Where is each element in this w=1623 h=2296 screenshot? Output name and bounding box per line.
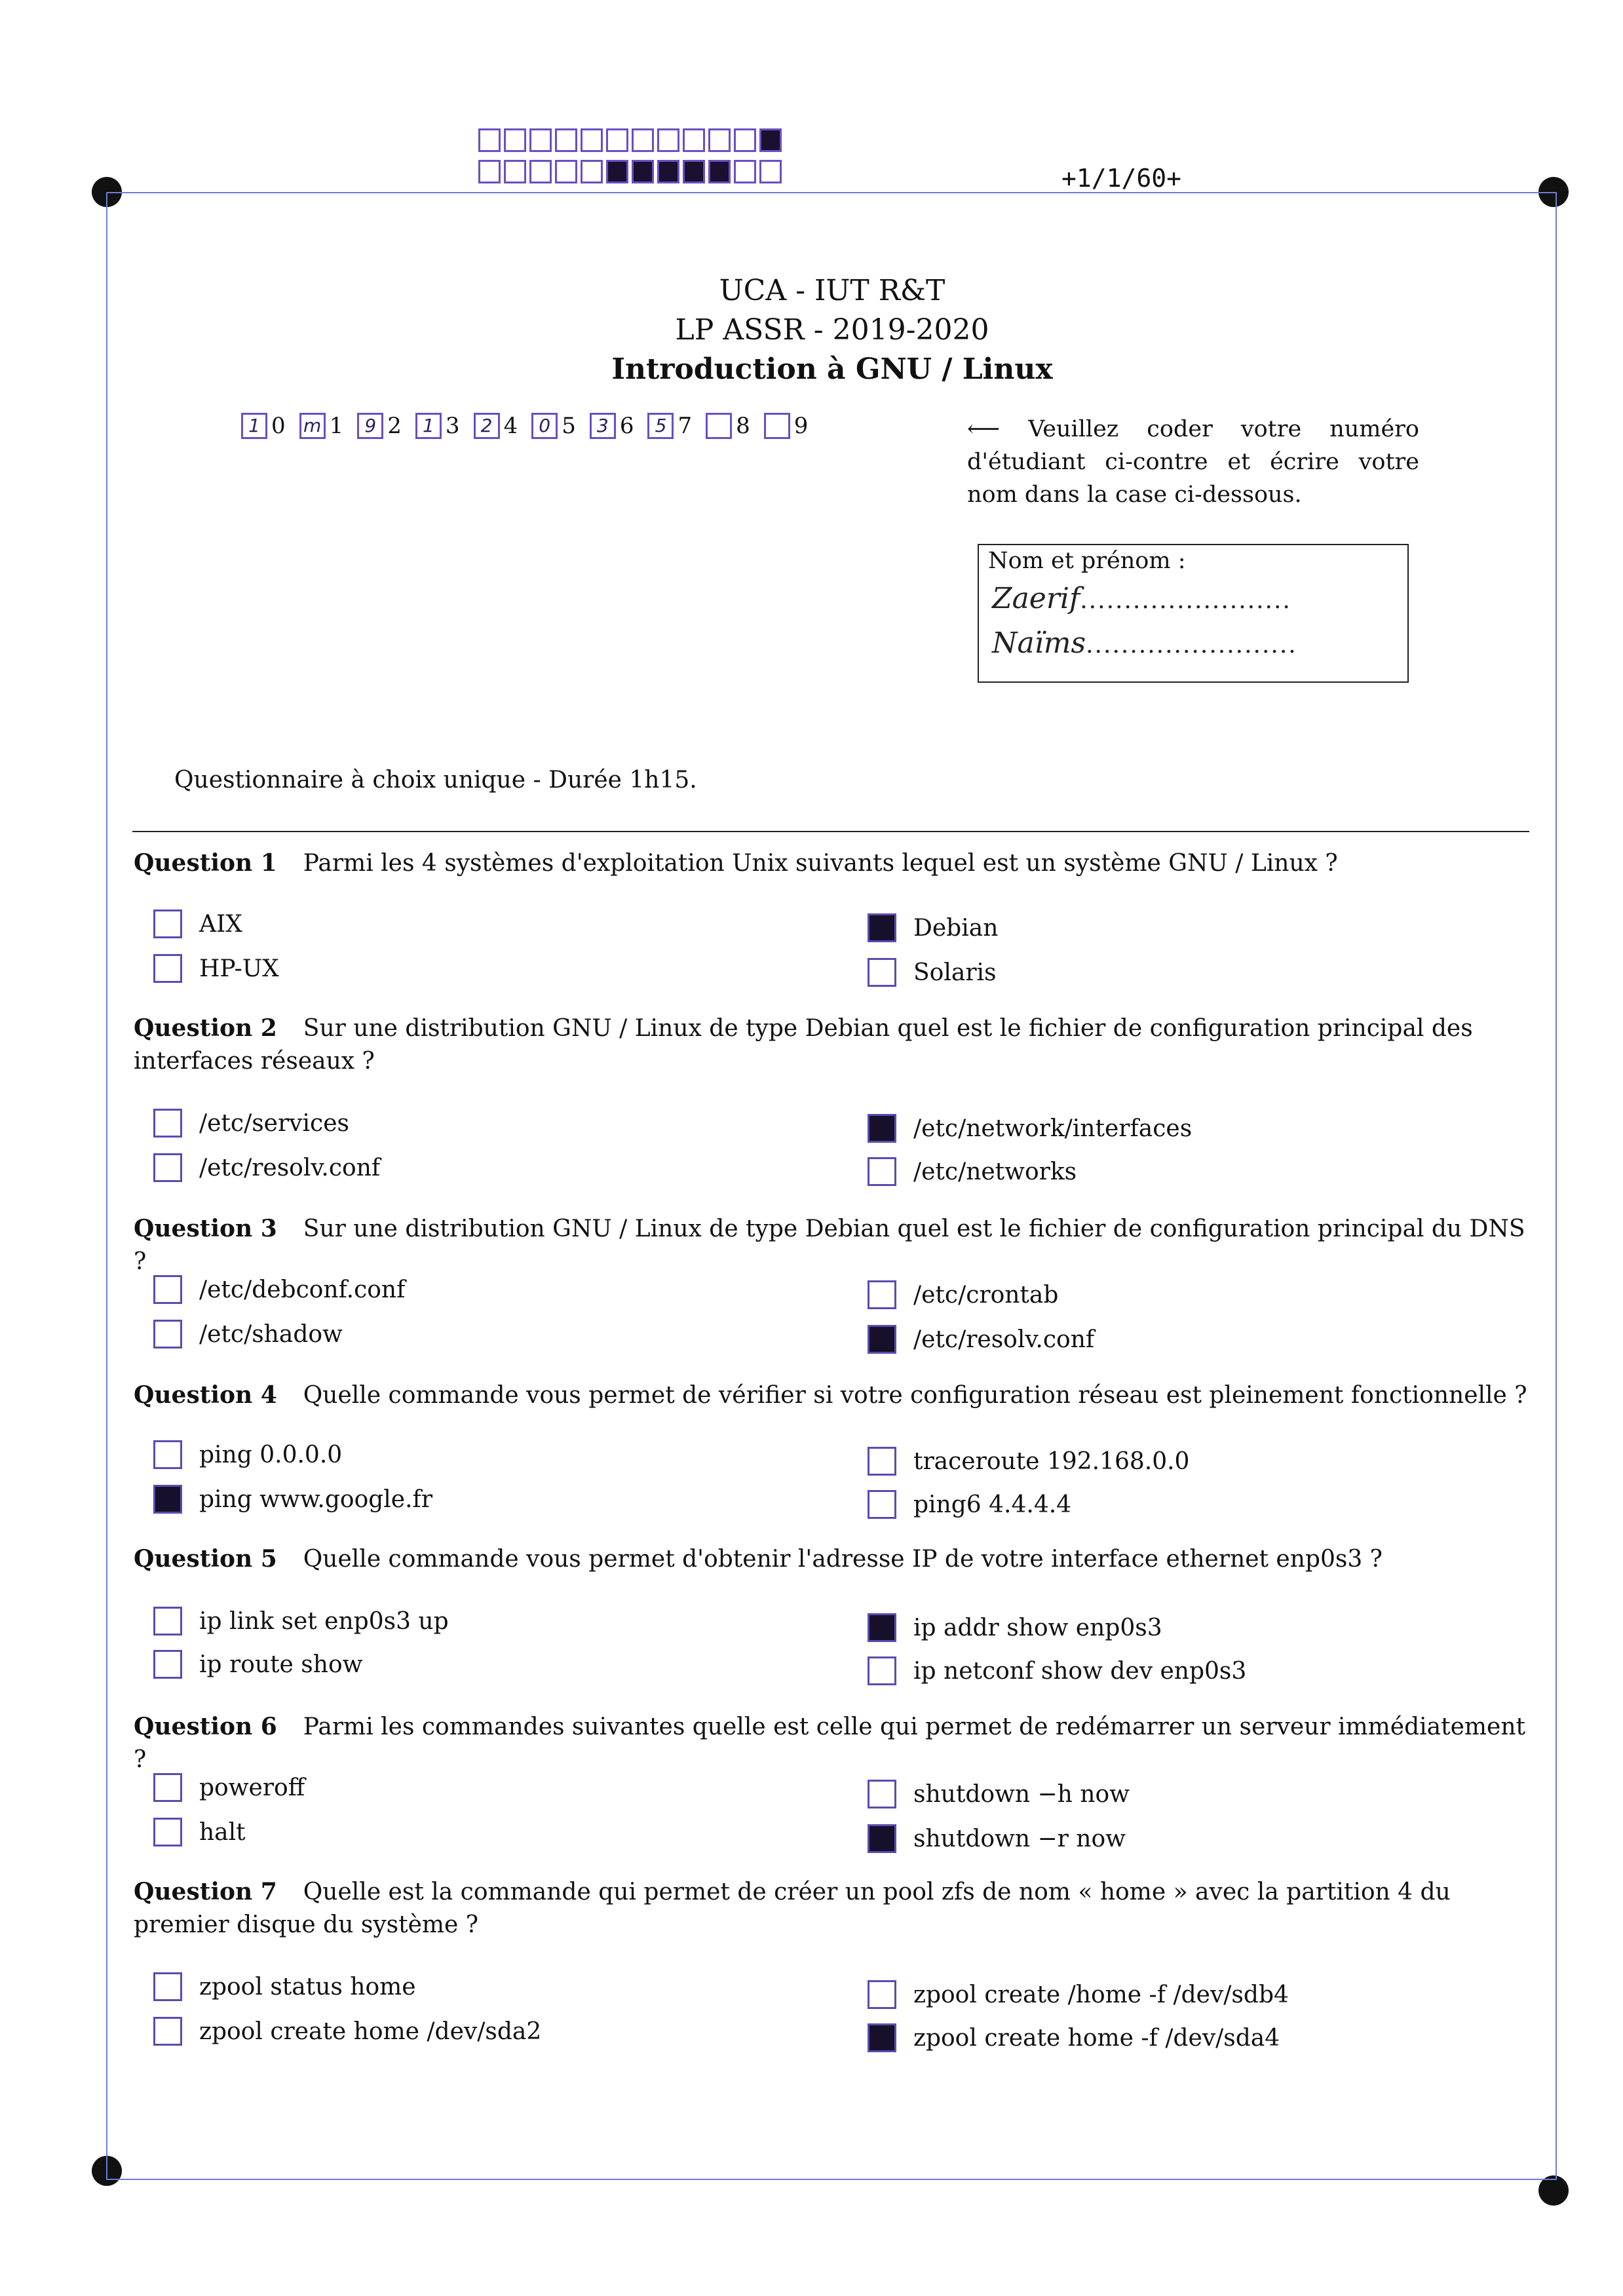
question-text: Parmi les commandes suivantes quelle est celle qui permet de redémarrer un serveur immédiatement ? [134,1713,1525,1773]
answer-option[interactable] [868,1114,1192,1143]
answer-option[interactable] [153,1485,432,1514]
question-label: Question 7 [134,1878,277,1905]
answer-option[interactable] [868,1824,1126,1853]
document-title [0,271,1623,389]
question-label: Question 1 [134,849,277,877]
title-line-2: LP ASSR - 2019-2020 [675,313,989,347]
answer-option[interactable] [153,2017,541,2046]
name-box-label: Nom et prénom : [988,548,1186,574]
answer-option[interactable] [153,1607,449,1636]
student-id-digit[interactable] [706,413,750,439]
digit-box[interactable]: 1 [415,413,442,439]
answer-checkbox-checked[interactable] [868,1613,896,1642]
answer-option[interactable] [153,1440,342,1469]
answer-label: ping www.google.fr [199,1485,433,1513]
student-id-digit[interactable] [764,413,809,439]
answer-checkbox[interactable] [868,1280,896,1309]
answer-checkbox-checked[interactable] [868,2023,896,2052]
answer-label: /etc/crontab [913,1281,1059,1309]
sheet-code-bar-2 [478,160,785,183]
student-id-instructions: ⟵ Veuillez coder votre numéro d'étudiant ci-contre et écrire votre nom dans la case ci-dessous. [967,416,1419,508]
handwritten-firstname: Naïms [992,626,1086,660]
answer-label: zpool status home [199,1973,416,2000]
digit-label: 3 [445,413,460,439]
question-text: Quelle commande vous permet d'obtenir l'adresse IP de votre interface ethernet enp0s3 ? [303,1546,1383,1573]
digit-box[interactable]: 3 [590,413,616,439]
digit-label: 2 [387,413,402,439]
answer-option[interactable] [868,1280,1058,1309]
answer-checkbox[interactable] [153,1818,182,1846]
student-id-digit[interactable] [299,413,344,439]
answer-checkbox[interactable] [153,1153,182,1182]
answer-option[interactable] [153,1109,349,1138]
digit-box[interactable]: 9 [357,413,383,439]
digit-label: 0 [271,413,286,439]
answer-option[interactable] [153,909,242,938]
answer-label: poweroff [199,1774,305,1801]
answer-checkbox[interactable] [153,1972,182,2001]
intro-text: Questionnaire à choix unique - Durée 1h15. [174,767,697,794]
answer-checkbox[interactable] [153,909,182,938]
question-text: Quelle commande vous permet de vérifier si votre configuration réseau est pleinement fonctionnelle ? [303,1382,1527,1409]
digit-label: 4 [503,413,518,439]
answer-option[interactable] [868,1325,1094,1354]
answer-label: HP-UX [199,955,279,982]
answer-checkbox[interactable] [868,1780,896,1808]
student-id-digit[interactable] [531,413,576,439]
question-7-header [134,1875,1529,1942]
section-divider [132,831,1529,832]
answer-checkbox[interactable] [153,954,182,983]
digit-label: 6 [619,413,634,439]
answer-checkbox[interactable] [153,1607,182,1636]
answer-option[interactable] [153,1320,343,1349]
digit-box[interactable]: 2 [474,413,500,439]
digit-box[interactable] [706,413,732,439]
answer-option[interactable] [153,1818,246,1846]
title-line-3: Introduction à GNU / Linux [611,353,1053,386]
answer-checkbox[interactable] [153,1320,182,1349]
answer-label: zpool create home -f /dev/sda4 [913,2024,1280,2052]
digit-label: 5 [562,413,576,439]
answer-checkbox-checked[interactable] [868,1114,896,1143]
digit-box[interactable]: 1 [241,413,267,439]
question-4-header [134,1379,1529,1412]
digit-label: 8 [736,413,750,439]
answer-label: /etc/network/interfaces [913,1115,1193,1142]
dotted-line: ........................ [1080,587,1291,614]
student-id-digit[interactable] [647,413,692,439]
question-2-header [134,1012,1529,1078]
answer-label: ip link set enp0s3 up [199,1607,449,1635]
answer-option[interactable] [868,1613,1162,1642]
question-label: Question 6 [134,1713,277,1740]
answer-checkbox-checked[interactable] [153,1485,182,1514]
answer-checkbox[interactable] [868,958,896,987]
answer-option[interactable] [153,1650,362,1679]
answer-label: /etc/resolv.conf [913,1326,1095,1353]
answer-checkbox[interactable] [868,1980,896,2009]
answer-label: /etc/services [199,1109,349,1137]
answer-option[interactable] [868,958,997,987]
answer-option[interactable] [153,1972,416,2001]
answer-option[interactable] [868,913,998,942]
answer-label: Solaris [913,959,997,986]
question-text: Sur une distribution GNU / Linux de type Debian quel est le fichier de configuration principal des interfaces réseaux ? [134,1015,1473,1075]
answer-label: /etc/debconf.conf [199,1276,406,1303]
answer-checkbox[interactable] [868,1157,896,1186]
answer-option[interactable] [868,1490,1071,1519]
name-line-2 [992,626,1297,660]
name-line-1 [992,582,1291,615]
student-id-grid [241,413,822,439]
answer-checkbox[interactable] [868,1447,896,1476]
question-text: Quelle est la commande qui permet de créer un pool zfs de nom « home » avec la partition 4 du premier disque du système ? [134,1879,1451,1938]
answer-option[interactable] [868,1980,1289,2009]
answer-label: /etc/networks [913,1158,1077,1185]
name-box[interactable] [978,544,1409,683]
answer-option[interactable] [153,954,279,983]
answer-label: ping 0.0.0.0 [199,1441,343,1468]
student-id-digit[interactable] [590,413,634,439]
digit-box[interactable]: 5 [647,413,674,439]
question-5-header [134,1542,1529,1576]
answer-option[interactable] [868,2023,1280,2052]
answer-option[interactable] [868,1656,1246,1685]
answer-checkbox[interactable] [153,1650,182,1679]
answer-option[interactable] [153,1275,405,1304]
answer-label: shutdown −r now [913,1825,1126,1852]
answer-label: ip netconf show dev enp0s3 [913,1657,1247,1685]
answer-label: /etc/shadow [199,1320,343,1348]
question-text: Sur une distribution GNU / Linux de type Debian quel est le fichier de configuration principal du DNS ? [134,1215,1525,1275]
answer-option[interactable] [153,1773,305,1802]
answer-checkbox[interactable] [153,1109,182,1138]
question-1-header [134,847,1529,880]
answer-label: ip addr show enp0s3 [913,1614,1162,1641]
answer-label: Debian [913,914,999,942]
dotted-line: ........................ [1086,632,1297,659]
answer-checkbox-checked[interactable] [868,913,896,942]
question-label: Question 4 [134,1381,277,1409]
answer-label: zpool create home /dev/sda2 [199,2018,542,2045]
digit-box[interactable]: 0 [531,413,558,439]
answer-label: /etc/resolv.conf [199,1154,381,1181]
answer-label: halt [199,1818,246,1846]
title-line-1: UCA - IUT R&T [719,274,945,307]
question-6-header [134,1710,1529,1776]
question-label: Question 3 [134,1215,277,1242]
answer-checkbox-checked[interactable] [868,1325,896,1354]
answer-checkbox[interactable] [153,1440,182,1469]
question-label: Question 2 [134,1014,277,1042]
answer-option[interactable] [868,1780,1130,1808]
answer-checkbox-checked[interactable] [868,1824,896,1853]
digit-label: 7 [678,413,693,439]
answer-label: ping6 4.4.4.4 [913,1491,1072,1518]
digit-box[interactable] [764,413,790,439]
answer-checkbox[interactable] [153,2017,182,2046]
student-id-digit[interactable] [474,413,518,439]
answer-option[interactable] [153,1153,380,1182]
question-label: Question 5 [134,1545,277,1573]
digit-label: 9 [793,413,809,439]
answer-option[interactable] [868,1157,1077,1186]
handwritten-surname: Zaerif [992,582,1080,615]
answer-label: shutdown −h now [913,1780,1130,1808]
question-3-header [134,1212,1529,1278]
student-id-digit[interactable] [357,413,402,439]
answer-checkbox[interactable] [153,1773,182,1802]
answer-label: AIX [199,910,242,938]
question-text: Parmi les 4 systèmes d'exploitation Unix suivants lequel est un système GNU / Linux ? [303,850,1338,877]
answer-option[interactable] [868,1447,1189,1476]
student-id-digit[interactable] [415,413,460,439]
answer-label: ip route show [199,1651,363,1678]
sheet-code-bar-1 [478,128,785,152]
answer-checkbox[interactable] [153,1275,182,1304]
answer-checkbox[interactable] [868,1490,896,1519]
sheet-code: +1/1/60+ [1061,164,1182,193]
answer-label: traceroute 192.168.0.0 [913,1447,1190,1475]
student-id-digit[interactable] [241,413,286,439]
digit-label: 1 [329,413,344,439]
digit-box[interactable]: m [299,413,326,439]
answer-label: zpool create /home -f /dev/sdb4 [913,1981,1289,2008]
answer-checkbox[interactable] [868,1656,896,1685]
